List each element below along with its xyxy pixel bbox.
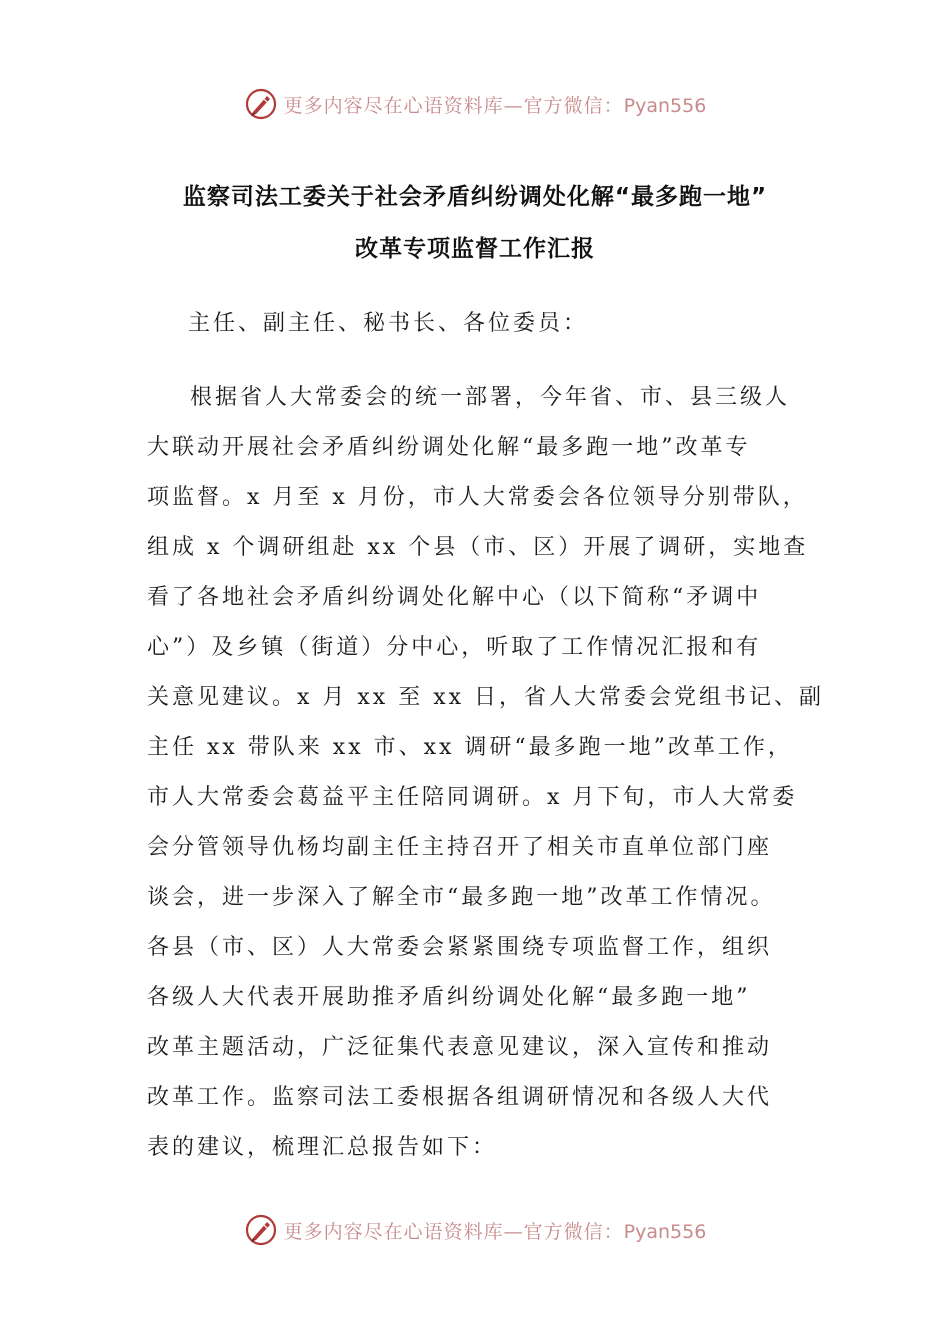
paragraph-line: 会分管领导仇杨均副主任主持召开了相关市直单位部门座 bbox=[147, 835, 773, 860]
footer-watermark bbox=[0, 1210, 950, 1250]
watermark-text: 更多内容尽在心语资料库—官方微信：Pyan556 bbox=[283, 1220, 707, 1243]
watermark-text: 更多内容尽在心语资料库—官方微信：Pyan556 bbox=[283, 94, 707, 117]
paragraph-line: 各县（市、区）人大常委会紧紧围绕专项监督工作，组织 bbox=[147, 935, 773, 960]
header-watermark bbox=[0, 84, 950, 124]
paragraph-line: 改革工作。监察司法工委根据各组调研情况和各级人大代 bbox=[147, 1085, 773, 1110]
pen-logo-icon bbox=[244, 1213, 278, 1247]
paragraph-line: 大联动开展社会矛盾纠纷调处化解“最多跑一地”改革专 bbox=[147, 435, 751, 460]
paragraph-line: 项监督。x 月至 x 月份，市人大常委会各位领导分别带队， bbox=[147, 485, 808, 510]
paragraph-line: 根据省人大常委会的统一部署，今年省、市、县三级人 bbox=[190, 385, 791, 410]
paragraph-line: 关意见建议。x 月 xx 至 xx 日，省人大常委会党组书记、副 bbox=[147, 685, 825, 710]
paragraph-line: 改革主题活动，广泛征集代表意见建议，深入宣传和推动 bbox=[147, 1035, 773, 1060]
pen-logo-icon bbox=[244, 87, 278, 121]
paragraph-line: 主任 xx 带队来 xx 市、xx 调研“最多跑一地”改革工作， bbox=[147, 735, 793, 760]
paragraph-line: 各级人大代表开展助推矛盾纠纷调处化解“最多跑一地” bbox=[147, 985, 751, 1010]
paragraph-line: 表的建议，梳理汇总报告如下： bbox=[147, 1135, 498, 1160]
paragraph-line: 市人大常委会葛益平主任陪同调研。x 月下旬，市人大常委 bbox=[147, 785, 798, 810]
paragraph-line: 组成 x 个调研组赴 xx 个县（市、区）开展了调研，实地查 bbox=[147, 535, 809, 560]
salutation: 主任、副主任、秘书长、各位委员： bbox=[188, 311, 589, 336]
wechat-id: Pyan556 bbox=[623, 94, 707, 117]
paragraph-line: 看了各地社会矛盾纠纷调处化解中心（以下简称“矛调中 bbox=[147, 585, 762, 610]
document-title-line1: 监察司法工委关于社会矛盾纠纷调处化解“最多跑一地” bbox=[182, 184, 768, 210]
wechat-id: Pyan556 bbox=[623, 1220, 707, 1243]
document-title-line2: 改革专项监督工作汇报 bbox=[355, 236, 595, 262]
paragraph-line: 心”）及乡镇（街道）分中心，听取了工作情况汇报和有 bbox=[147, 635, 762, 660]
paragraph-line: 谈会，进一步深入了解全市“最多跑一地”改革工作情况。 bbox=[147, 885, 776, 910]
